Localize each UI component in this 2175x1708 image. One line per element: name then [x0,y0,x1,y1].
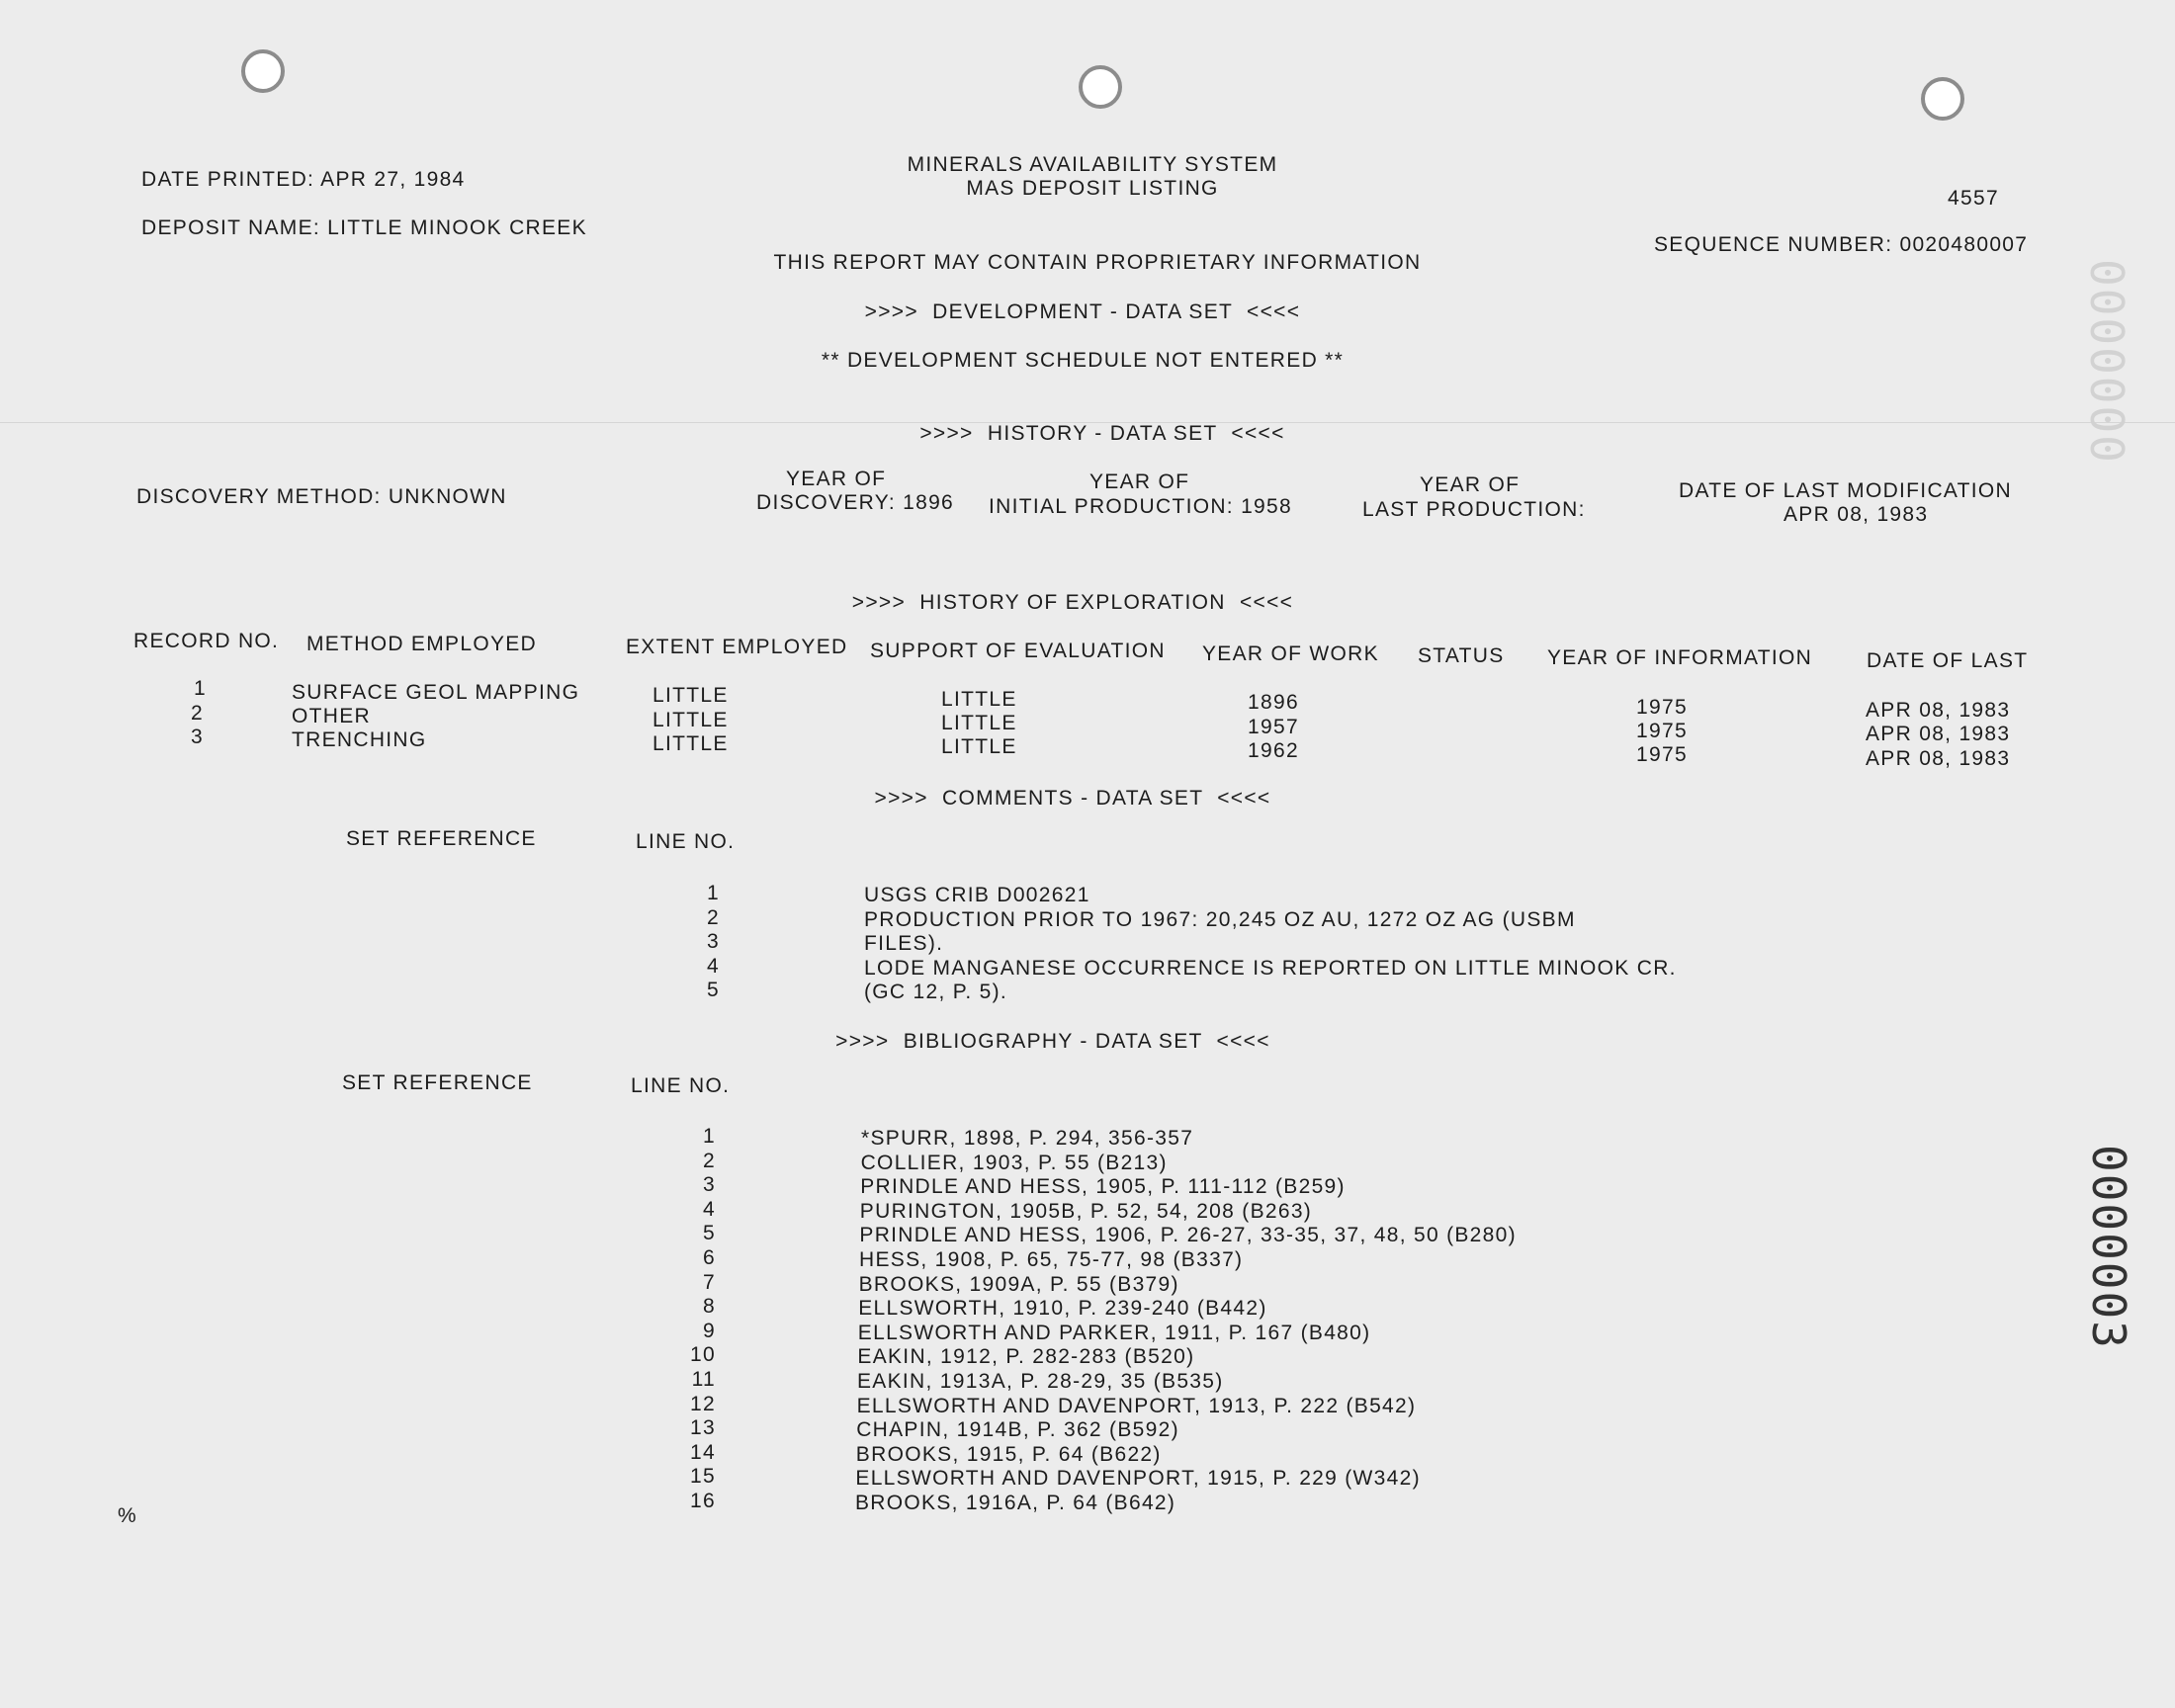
punch-hole-left [241,49,285,93]
development-notice: ** DEVELOPMENT SCHEDULE NOT ENTERED ** [821,349,1345,372]
record-no: 2 [191,702,204,725]
line-number: 13 [690,1416,716,1440]
page-number: 4557 [1948,187,1999,210]
support-of-evaluation: LITTLE [941,735,1017,758]
line-text: ELLSWORTH AND DAVENPORT, 1915, P. 229 (W342) [855,1467,1421,1491]
bibliography-heading: >>>> BIBLIOGRAPHY - DATA SET <<<< [835,1030,1270,1053]
line-number: 10 [690,1343,716,1367]
extent-employed: LITTLE [652,684,729,707]
line-text: PRINDLE AND HESS, 1906, P. 26-27, 33-35, 37, 48, 50 (B280) [859,1224,1517,1247]
year-of-information: 1975 [1636,720,1688,742]
line-number: 6 [703,1246,716,1269]
line-text: EAKIN, 1912, P. 282-283 (B520) [857,1345,1195,1369]
line-number: 16 [690,1490,716,1512]
line-number: 5 [707,979,720,1001]
col-date-of-last: DATE OF LAST [1867,649,2029,672]
support-of-evaluation: LITTLE [941,688,1017,711]
line-number: 3 [707,930,720,953]
col-extent-employed: EXTENT EMPLOYED [626,636,848,658]
line-text: PRINDLE AND HESS, 1905, P. 111-112 (B259) [860,1175,1346,1199]
line-text: BROOKS, 1915, P. 64 (B622) [855,1442,1162,1466]
method-employed: TRENCHING [292,728,427,751]
date-printed: DATE PRINTED: APR 27, 1984 [141,168,466,191]
date-of-last: APR 08, 1983 [1866,723,2011,745]
line-number: 14 [690,1440,716,1464]
col-method-employed: METHOD EMPLOYED [306,633,538,655]
col-year-of-work: YEAR OF WORK [1202,642,1379,665]
year-of-last-label: YEAR OF [1420,473,1521,496]
last-production: LAST PRODUCTION: [1362,498,1586,521]
discovery-method: DISCOVERY METHOD: UNKNOWN [136,485,507,508]
bibliography-line-no: LINE NO. [631,1074,731,1097]
col-support-of-evaluation: SUPPORT OF EVALUATION [870,640,1166,662]
percent-mark: % [118,1504,137,1527]
last-modification-label: DATE OF LAST MODIFICATION [1679,479,2013,502]
history-heading: >>>> HISTORY - DATA SET <<<< [919,422,1285,445]
line-number: 2 [703,1149,716,1172]
line-text: ELLSWORTH AND DAVENPORT, 1913, P. 222 (B542) [856,1394,1417,1417]
col-year-of-information: YEAR OF INFORMATION [1547,646,1813,669]
comments-heading: >>>> COMMENTS - DATA SET <<<< [874,787,1271,810]
comments-line-no: LINE NO. [636,830,736,853]
deposit-name: DEPOSIT NAME: LITTLE MINOOK CREEK [141,216,587,239]
system-title: MINERALS AVAILABILITY SYSTEM [907,153,1278,176]
line-text: PURINGTON, 1905B, P. 52, 54, 208 (B263) [859,1199,1313,1223]
line-text: *SPURR, 1898, P. 294, 356-357 [861,1127,1194,1150]
line-number: 11 [691,1368,716,1391]
line-number: 3 [703,1173,716,1197]
year-of-discovery-label: YEAR OF [786,468,887,490]
date-of-last: APR 08, 1983 [1866,747,2011,770]
col-status: STATUS [1418,644,1505,667]
listing-title: MAS DEPOSIT LISTING [966,177,1219,200]
line-text: LODE MANGANESE OCCURRENCE IS REPORTED ON LITTLE MINOOK CR. [864,956,1677,980]
line-text: USGS CRIB D002621 [864,884,1090,906]
line-text: BROOKS, 1909A, P. 55 (B379) [858,1272,1179,1296]
year-of-information: 1975 [1636,696,1688,719]
punch-hole-center [1079,65,1122,109]
line-text: FILES). [864,932,944,955]
line-text: EAKIN, 1913A, P. 28-29, 35 (B535) [857,1370,1224,1393]
proprietary-notice: THIS REPORT MAY CONTAIN PROPRIETARY INFORMATION [773,251,1422,274]
line-number: 7 [703,1270,716,1294]
support-of-evaluation: LITTLE [941,712,1017,734]
line-number: 9 [703,1319,716,1342]
exploration-heading: >>>> HISTORY OF EXPLORATION <<<< [851,591,1294,614]
line-text: CHAPIN, 1914B, P. 362 (B592) [856,1418,1179,1442]
year-of-information: 1975 [1636,743,1688,766]
sequence-number: SEQUENCE NUMBER: 0020480007 [1654,233,2029,256]
last-modification-date: APR 08, 1983 [1784,503,1929,526]
record-no: 1 [194,677,207,700]
line-number: 1 [703,1125,716,1148]
line-number: 15 [690,1465,716,1489]
page-stamp-faint: 0000000 [2080,259,2133,465]
col-record-no: RECORD NO. [133,630,280,652]
line-number: 4 [707,954,720,978]
year-of-work: 1957 [1248,716,1299,738]
year-of-initial-label: YEAR OF [1089,470,1190,493]
method-employed: OTHER [292,705,371,727]
line-number: 8 [703,1295,716,1319]
line-text: (GC 12, P. 5). [864,981,1008,1003]
page-stamp: 0000003 [2082,1145,2135,1350]
development-heading: >>>> DEVELOPMENT - DATA SET <<<< [864,300,1301,323]
line-number: 2 [707,905,720,929]
line-text: COLLIER, 1903, P. 55 (B213) [860,1151,1168,1174]
comments-set-reference: SET REFERENCE [346,827,537,850]
method-employed: SURFACE GEOL MAPPING [292,681,580,704]
line-text: BROOKS, 1916A, P. 64 (B642) [855,1492,1176,1514]
date-of-last: APR 08, 1983 [1866,699,2011,722]
bibliography-set-reference: SET REFERENCE [342,1071,533,1094]
line-number: 12 [690,1392,716,1415]
year-of-work: 1962 [1248,739,1299,762]
year-of-work: 1896 [1248,691,1299,714]
initial-production: INITIAL PRODUCTION: 1958 [989,495,1292,518]
record-no: 3 [191,726,204,748]
line-text: PRODUCTION PRIOR TO 1967: 20,245 OZ AU, 1272 OZ AG (USBM [864,907,1576,931]
line-text: HESS, 1908, P. 65, 75-77, 98 (B337) [859,1248,1244,1271]
extent-employed: LITTLE [652,732,729,755]
line-number: 4 [703,1197,716,1221]
extent-employed: LITTLE [652,709,729,731]
year-of-discovery: DISCOVERY: 1896 [756,491,955,514]
line-text: ELLSWORTH AND PARKER, 1911, P. 167 (B480) [857,1321,1371,1344]
line-text: ELLSWORTH, 1910, P. 239-240 (B442) [858,1297,1267,1321]
line-number: 5 [703,1222,716,1245]
punch-hole-right [1921,77,1964,121]
line-number: 1 [707,882,720,904]
